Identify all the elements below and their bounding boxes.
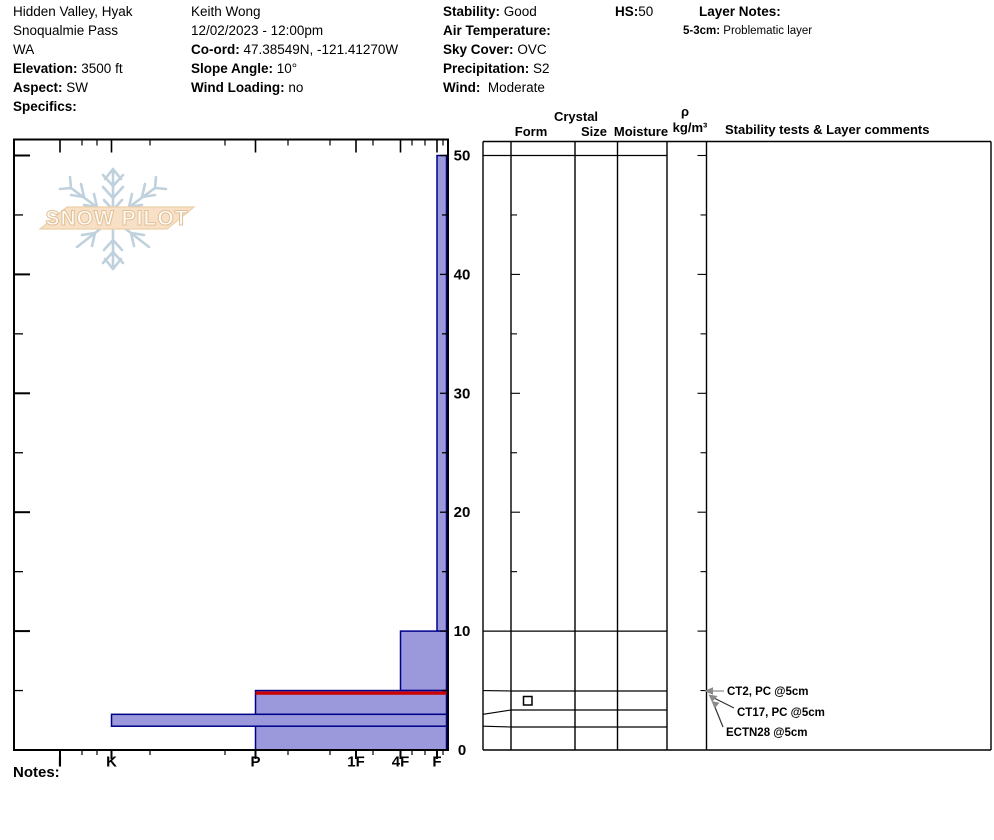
site-area: Snoqualmie Pass — [13, 23, 119, 38]
site-aspect: Aspect: SW — [13, 80, 89, 95]
hardness-axis-label: 4F — [391, 753, 410, 771]
site-state: WA — [13, 42, 35, 57]
layer-bar-4f — [401, 631, 447, 690]
sky-cover: Sky Cover: OVC — [443, 42, 547, 57]
depth-axis-label: 0 — [457, 742, 467, 759]
observation-coordinates: Co-ord: 47.38549N, -121.41270W — [191, 42, 399, 57]
depth-axis-label: 50 — [453, 147, 471, 165]
notes-label: Notes: — [13, 764, 60, 781]
site-specifics: Specifics: — [13, 99, 77, 114]
crystal-form-symbol — [524, 697, 533, 706]
precipitation: Precipitation: S2 — [443, 61, 550, 76]
air-temperature: Air Temperature: — [443, 23, 551, 38]
stability: Stability: Good — [443, 4, 537, 19]
chart-frame — [14, 140, 448, 751]
column-header-size: Size — [580, 124, 607, 139]
logo-text: SNOW PILOT — [45, 207, 189, 230]
layer-bar-p — [256, 726, 447, 750]
test-arrow-line — [715, 706, 724, 727]
depth-axis-label: 20 — [453, 504, 471, 522]
layer-leader-line — [483, 710, 511, 714]
wind-loading: Wind Loading: no — [191, 80, 304, 95]
layer-bar-k — [112, 714, 447, 726]
layer-notes-title: Layer Notes: — [699, 4, 781, 19]
observer-name: Keith Wong — [191, 4, 261, 19]
site-elevation: Elevation: 3500 ft — [13, 61, 123, 76]
observation-datetime: 12/02/2023 - 12:00pm — [191, 23, 324, 38]
test-arrow-head — [704, 687, 713, 694]
column-header-density-symbol: ρ — [680, 104, 690, 119]
column-header-form: Form — [514, 124, 548, 139]
column-header-crystal: Crystal — [553, 109, 599, 124]
depth-axis-label: 30 — [453, 385, 471, 403]
stability-test-label: CT17, PC @5cm — [737, 707, 825, 719]
site-name: Hidden Valley, Hyak — [13, 4, 133, 19]
hardness-axis-label: P — [250, 753, 261, 771]
depth-axis-label: 10 — [453, 623, 471, 641]
hardness-axis-label: I — [57, 753, 63, 771]
test-arrow-head — [709, 695, 718, 703]
column-header-comments: Stability tests & Layer comments — [725, 122, 930, 137]
depth-axis-label: 40 — [453, 266, 471, 284]
layer-note: 5-3cm: Problematic layer — [683, 25, 813, 37]
stability-test-label: CT2, PC @5cm — [727, 686, 809, 698]
snow-height-hs: HS:50 — [615, 4, 654, 19]
wind: Wind: Moderate — [443, 80, 545, 95]
layer-leader-line — [483, 726, 511, 727]
hardness-axis-label: 1F — [347, 753, 365, 771]
stability-test-label: ECTN28 @5cm — [726, 727, 808, 739]
column-header-moisture: Moisture — [613, 124, 669, 139]
column-header-density-unit: kg/m³ — [672, 120, 708, 135]
slope-angle: Slope Angle: 10° — [191, 61, 298, 76]
hardness-axis-label: F — [432, 753, 442, 771]
hardness-axis-label: K — [106, 753, 117, 771]
